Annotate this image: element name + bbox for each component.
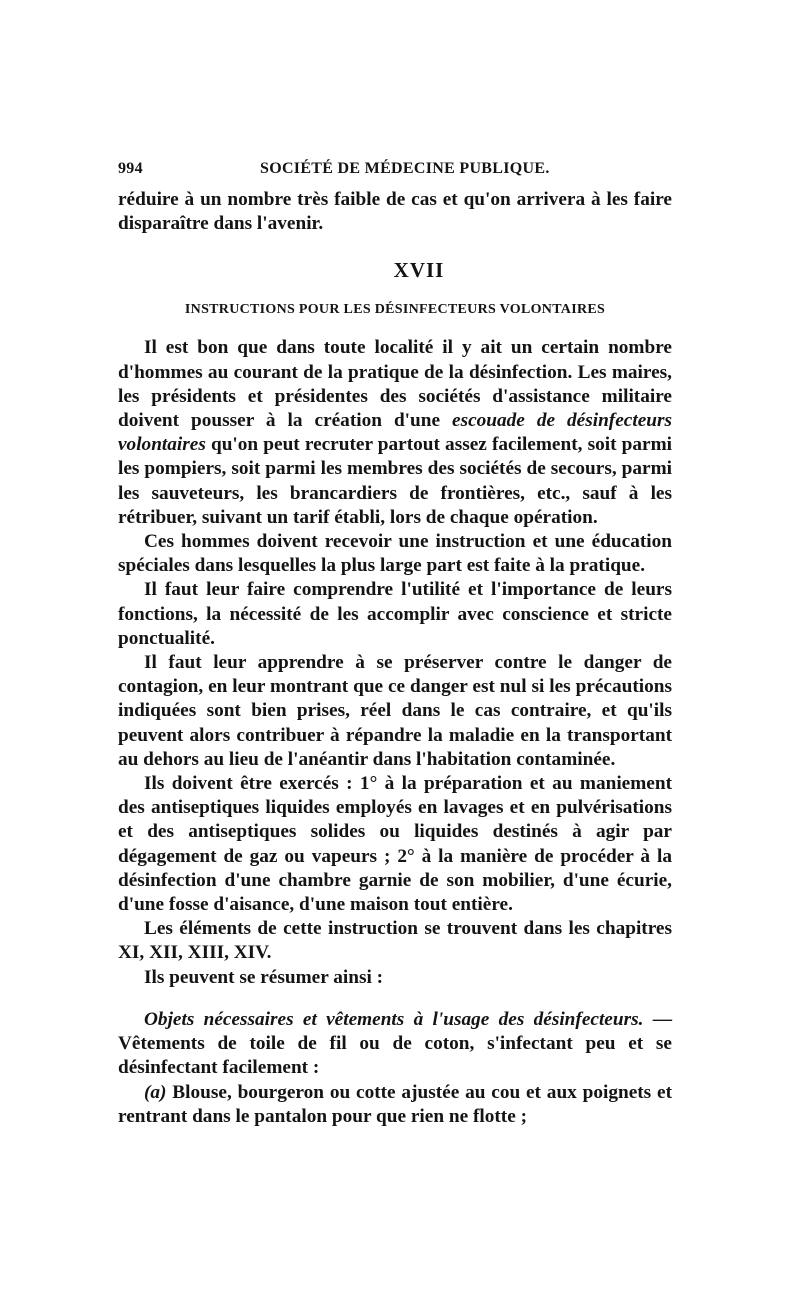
book-page [118,150,672,1129]
paragraph-9 [118,1081,672,1129]
paragraph-3: Il faut leur faire comprendre l'utilité et l'importance de leurs fonctions, la nécessité de les accomplir avec conscience et stricte ponctualité. [118,579,672,649]
paragraph-1-text-b: qu'on peut recruter partout assez facilement, soit parmi les pompiers, soit parmi les membres des sociétés de secours, parmi les sauveteurs, les brancardiers de frontières, etc., sauf à les rétribuer, suivant un tarif établi, lors de chaque opération. [118,434,672,528]
running-head [118,150,672,180]
intro-paragraph: réduire à un nombre très faible de cas et qu'on arrivera à les faire disparaître dans l'avenir. [118,189,672,235]
paragraph-6: Les éléments de cette instruction se trouvent dans les chapitres XI, XII, XIII, XIV. [118,918,672,964]
paragraph-1 [118,336,672,530]
paragraph-8-text: — Vêtements de toile de fil ou de coton, s'infectant peu et se désinfectant facilement : [118,1008,672,1079]
running-title: SOCIÉTÉ DE MÉDECINE PUBLIQUE. [260,160,550,177]
page-number: 994 [118,160,143,177]
paragraph-8-heading: Objets nécessaires et vêtements à l'usage des désinfecteurs. [144,1008,644,1030]
chapter-number: XVII [393,258,445,283]
paragraph-2: Ces hommes doivent recevoir une instruction et une éducation spéciales dans lesquelles la plus large part est faite à la pratique. [118,531,672,577]
paragraph-9-text: Blouse, bourgeron ou cotte ajustée au cou et aux poignets et rentrant dans le pantalon pour que rien ne flotte ; [118,1081,672,1127]
paragraph-9-label: (a) [144,1081,167,1103]
paragraph-4: Il faut leur apprendre à se préserver contre le danger de contagion, en leur montrant que ce danger est nul si les précautions indiquées sont bien prises, réel dans le cas contraire, et qu'ils peuvent alors contribuer à répandre la maladie en la transportant au dehors au lieu de l'anéantir dans l'habitation contaminée. [118,652,672,770]
paragraph-7: Ils peuvent se résumer ainsi : [144,966,384,988]
paragraph-8 [118,1008,672,1081]
paragraph-1-emphasis: escouade de désinfecteurs volontaires [118,410,672,456]
paragraph-1-text-a: Il est bon que dans toute localité il y ait un certain nombre d'hommes au courant de la pratique de la désinfection. Les maires, les présidents et présidentes des sociétés d'assistance militaire doivent pousser à la création d'une [118,337,672,432]
paragraph-5: Ils doivent être exercés : 1° à la préparation et au maniement des antiseptiques liquides employés en lavages et en pulvérisations et des antiseptiques solides ou liquides destinés à agir par dégagement de gaz ou vapeurs ; 2° à la manière de procéder à la désinfection d'une chambre garnie de son mobilier, d'une écurie, d'une fosse d'aisance, d'une maison tout entière. [118,773,672,916]
chapter-title: INSTRUCTIONS POUR LES DÉSINFECTEURS VOLONTAIRES [184,302,606,318]
